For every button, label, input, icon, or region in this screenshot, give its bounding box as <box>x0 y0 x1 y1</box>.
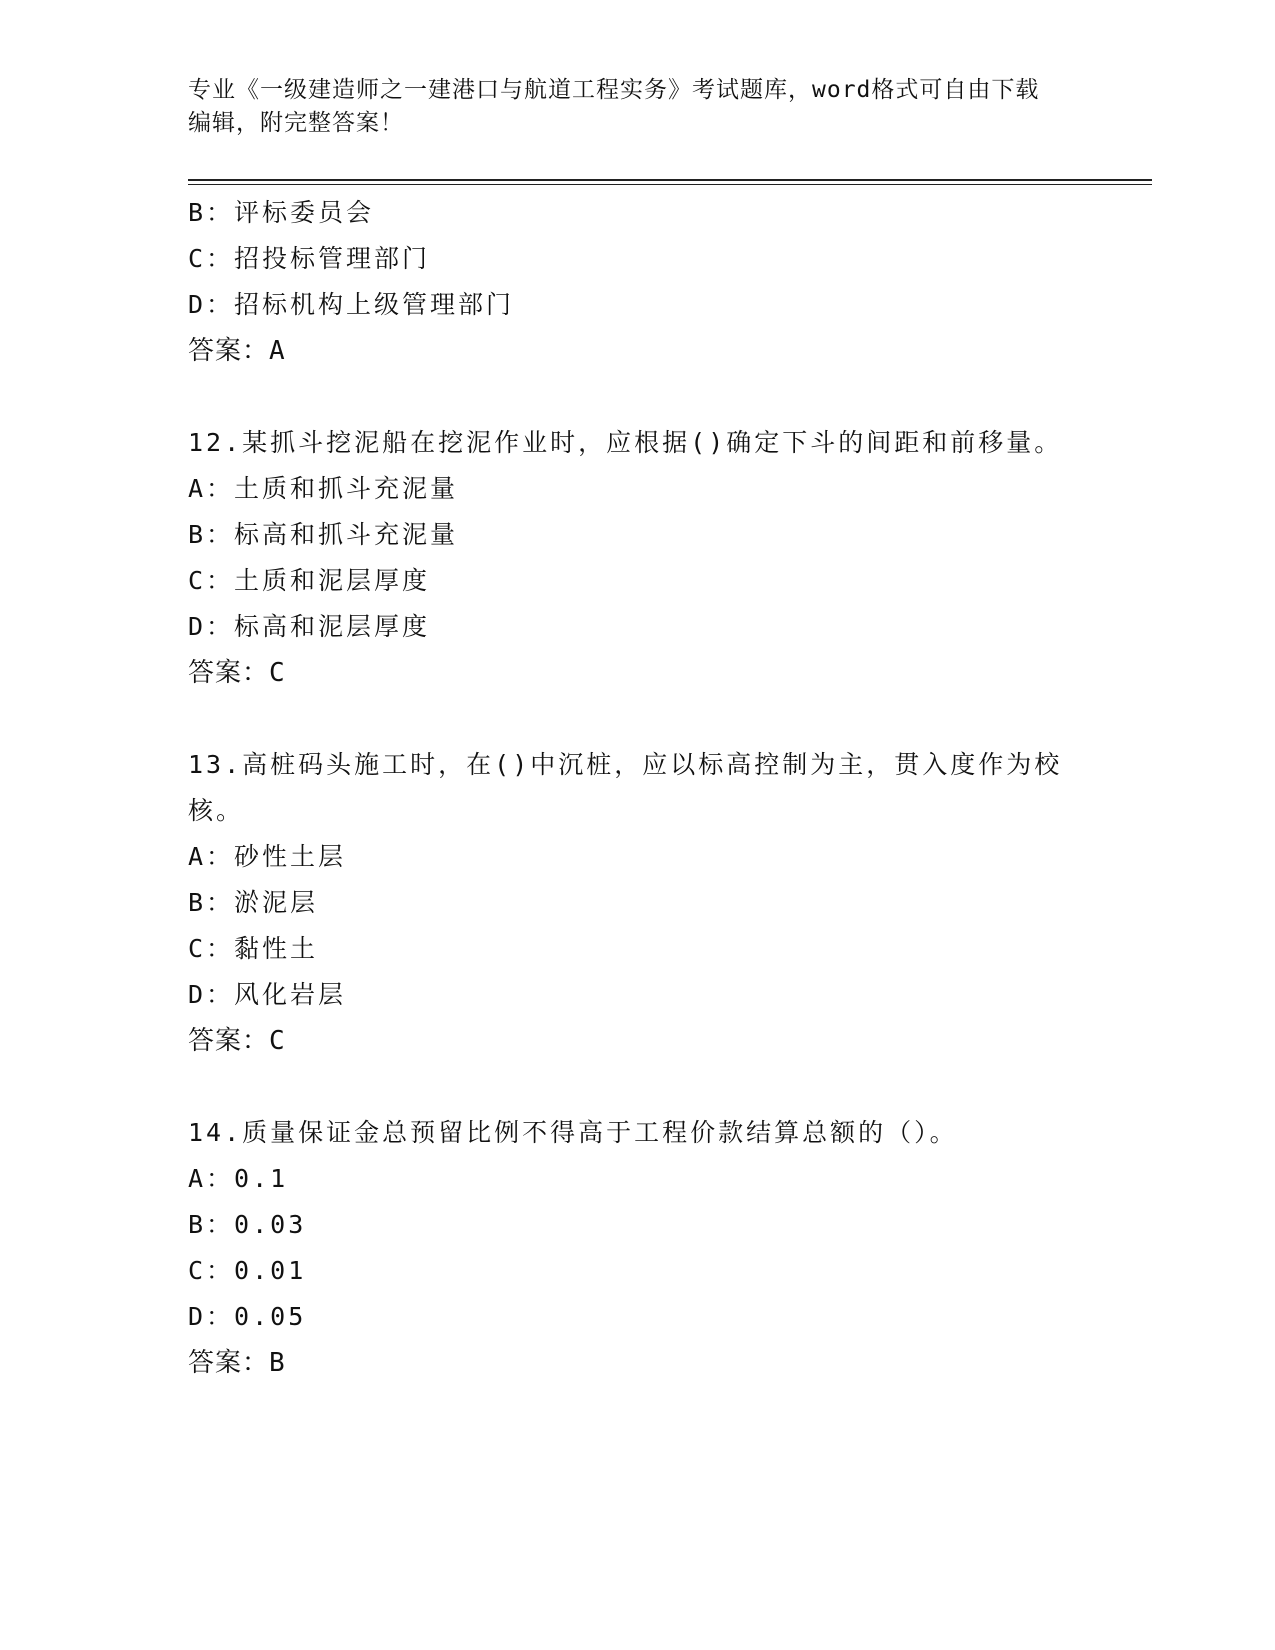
header-divider-thin <box>188 184 1152 185</box>
answer-value: B <box>269 1348 286 1378</box>
answer-line <box>188 328 1088 374</box>
document-header <box>188 74 1068 140</box>
answer-value: A <box>269 336 286 366</box>
option-d: D：风化岩层 <box>188 980 347 1009</box>
option-a: A：砂性土层 <box>188 842 347 871</box>
question-11 <box>188 190 1088 374</box>
option-a: A：0.1 <box>188 1164 289 1193</box>
option-b: B：标高和抓斗充泥量 <box>188 520 459 549</box>
question-text: 12.某抓斗挖泥船在挖泥作业时，应根据()确定下斗的间距和前移量。 <box>188 428 1063 457</box>
answer-label: 答案： <box>188 336 270 366</box>
option-d: D：招标机构上级管理部门 <box>188 290 515 319</box>
header-line-2: 编辑，附完整答案！ <box>188 110 404 136</box>
question-12 <box>188 420 1088 696</box>
answer-line <box>188 1340 1088 1386</box>
option-a: A：土质和抓斗充泥量 <box>188 474 459 503</box>
option-b: B：0.03 <box>188 1210 307 1239</box>
option-c: C：黏性土 <box>188 934 319 963</box>
option-d: D：0.05 <box>188 1302 307 1331</box>
answer-value: C <box>269 1026 286 1056</box>
option-b: B：评标委员会 <box>188 198 375 227</box>
question-text-line-1: 13.高桩码头施工时，在()中沉桩，应以标高控制为主，贯入度作为校 <box>188 750 1063 779</box>
answer-line <box>188 1018 1088 1064</box>
option-c: C：招投标管理部门 <box>188 244 431 273</box>
option-c: C：土质和泥层厚度 <box>188 566 431 595</box>
question-13 <box>188 742 1088 1064</box>
header-divider <box>188 179 1152 181</box>
option-c: C：0.01 <box>188 1256 307 1285</box>
answer-label: 答案： <box>188 658 270 688</box>
answer-label: 答案： <box>188 1348 270 1378</box>
answer-label: 答案： <box>188 1026 270 1056</box>
question-text-line-2: 核。 <box>188 796 245 825</box>
question-14 <box>188 1110 1088 1386</box>
option-d: D：标高和泥层厚度 <box>188 612 431 641</box>
question-list <box>188 190 1088 1386</box>
answer-value: C <box>269 658 286 688</box>
header-line-1: 专业《一级建造师之一建港口与航道工程实务》考试题库，word格式可自由下载 <box>188 77 1040 103</box>
option-b: B：淤泥层 <box>188 888 319 917</box>
question-text: 14.质量保证金总预留比例不得高于工程价款结算总额的（）。 <box>188 1118 958 1147</box>
answer-line <box>188 650 1088 696</box>
